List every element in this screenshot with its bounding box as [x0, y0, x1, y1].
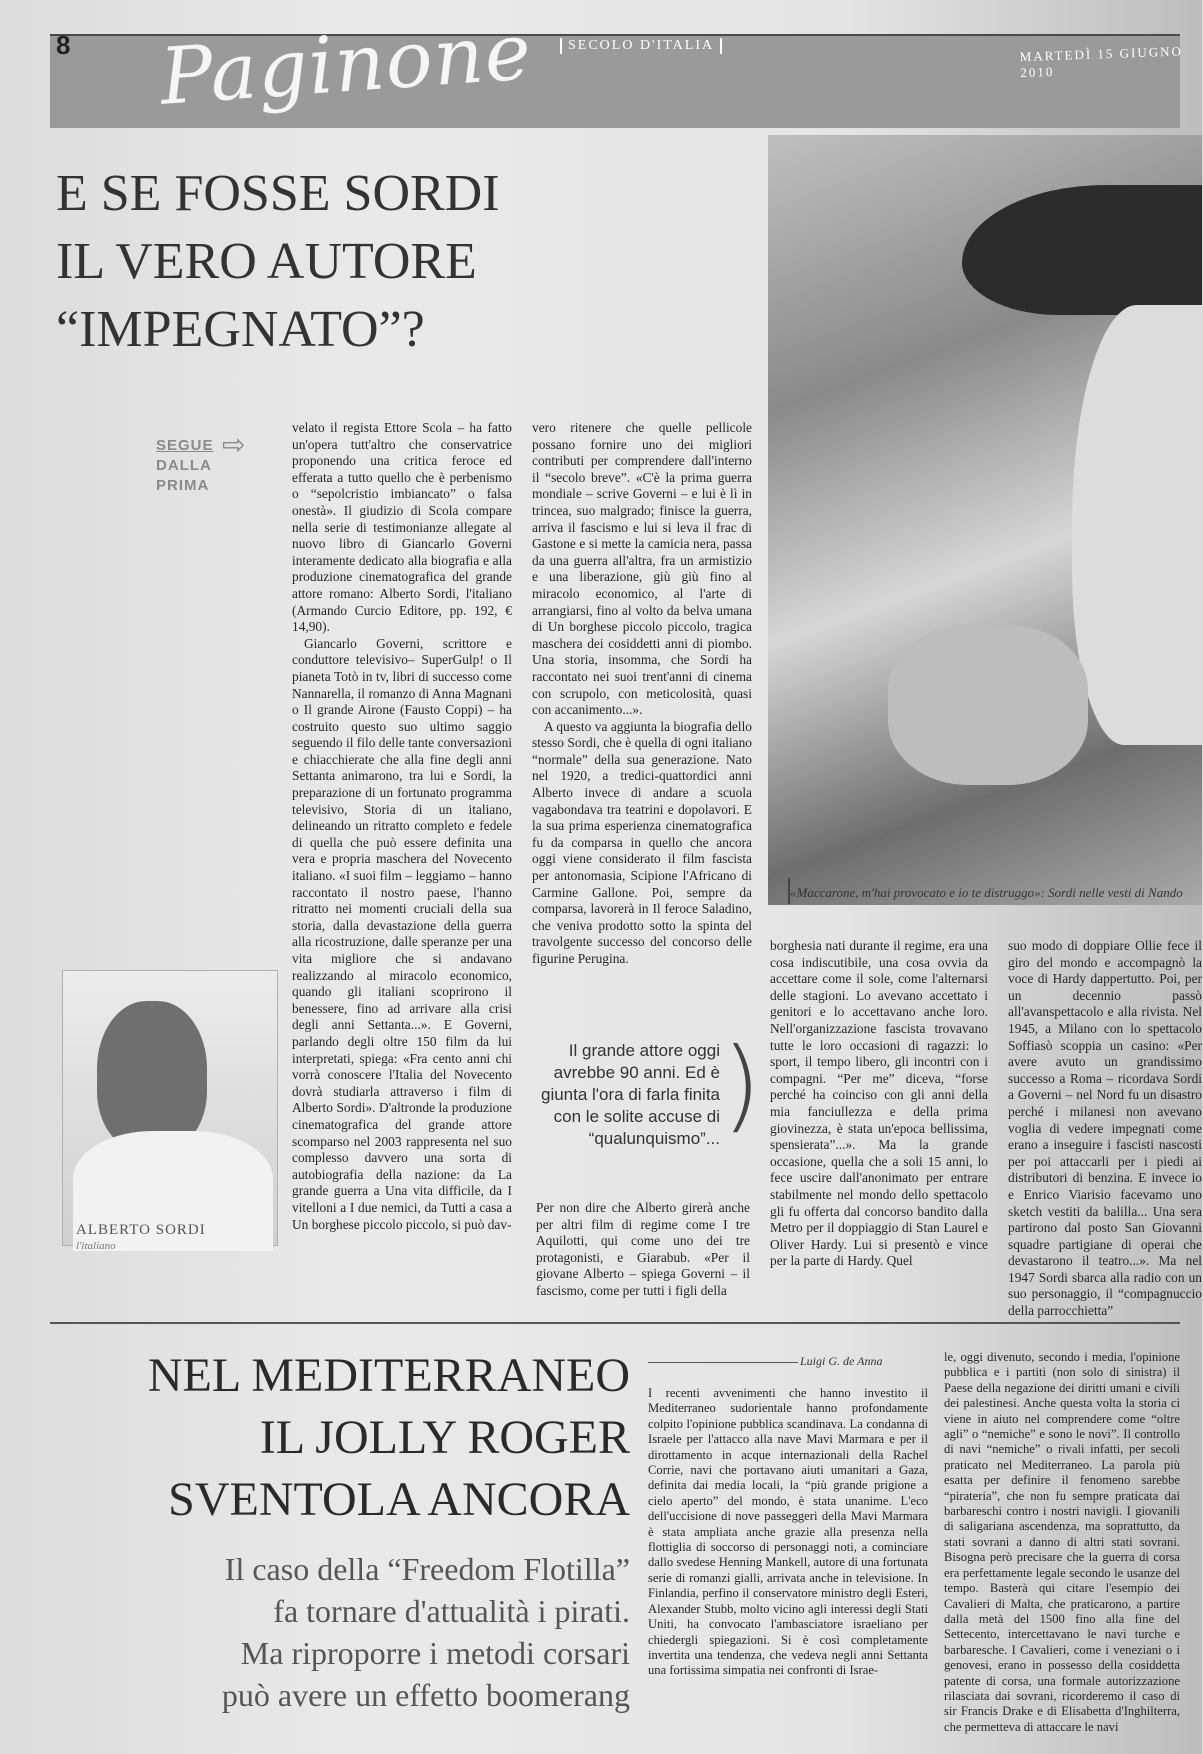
article-column-3 [770, 938, 988, 1298]
paragraph: Per non dire che Alberto girerà anche per altri film di regime come I tre Aquilotti, qui come uno dei tre protagonisti, e Giarabub. «Per il giovane Alberto – spiega Governi – il fascismo, come per tutti i figli della [536, 1200, 750, 1298]
portrait-photo [62, 970, 278, 1246]
article-2-column-1 [648, 1386, 928, 1746]
article-2-subheadline [60, 1548, 630, 1716]
subhead-line: può avere un effetto boomerang [221, 1677, 630, 1713]
headline-line: “IMPEGNATO”? [56, 301, 425, 358]
paragraph: velato il regista Ettore Scola – ha fatto un'opera tutt'altro che conservatrice proponendo una critica feroce ed efferata a tutto quello che è perbenismo o “sepolcristio imbiancato” o falsa onestà». Il giudizio di Scola compare nella serie di testimonianze allegate al nuovo libro di Giancarlo Governi interamente dedicato alla biografia e alla produzione cinematografica del grande attore romano: Alberto Sordi, l'italiano (Armando Curcio Editore, pp. 192, € 14,90). [292, 420, 512, 635]
headline-line: E SE FOSSE SORDI [56, 165, 500, 222]
continued-word: PRIMA [156, 477, 210, 494]
paragraph: borghesia nati durante il regime, era una cosa indiscutibile, una cosa ovvia da accettare come il sole, come l'alternarsi delle stagioni. Lo avevano accettato i genitori e lo accettavano anche loro. Nell'organizzazione fascista trovavano tutte le loro occasioni di ragazzi: lo sport, il tempo libero, gli incontri con i compagni. “Per me” diceva, “forse perché ha coinciso con gli anni della mia fanciullezza e della prima giovinezza, è stata un'epoca bellissima, spensierata”...». Ma la grande occasione, quella che a soli 15 anni, lo fece uscire dall'anonimato per entrare stabilmente nel mondo dello spettacolo gli fu offerta dal concorso bandito dalla Metro per il doppiaggio di Stan Laurel e Oliver Hardy. Lui si presentò e vince per la parte di Hardy. Quel [770, 938, 988, 1269]
paragraph: I recenti avvenimenti che hanno investito il Mediterraneo sudorientale hanno profondamente colpito l'opinione pubblica scandinava. La condanna di Israele per l'attacco alla nave Mavi Marmara e per il dirottamento in acque internazionali della Rachel Corrie, navi che portavano aiuti umanitari a Gaza, definita dai media locali, la “più grande prigione a cielo aperto” del mondo, è stata unanime. L'eco dell'uccisione di nove passeggeri della Mavi Marmara è stata ampliata anche grazie alla presenza nella flottiglia di soccorso di personaggi noti, a cominciare dallo svedese Henning Mankell, autore di una fortunata serie di romanzi gialli, arrivata anche in televisione. In Finlandia, perfino il conservatore ministro degli Esteri, Alexander Stubb, molto vicino agli interessi degli Stati Uniti, ha convocato l'ambasciatore israeliano per chiedergli spiegazioni. Si è così completamente invertita una tendenza, che vedeva negli anni Settanta una fortissima simpatia nei confronti di Israe- [648, 1386, 928, 1678]
article-column-2 [532, 420, 752, 992]
portrait-head-shape [97, 1001, 207, 1151]
article-column-1 [292, 420, 512, 1300]
paragraph: Giancarlo Governi, scrittore e conduttore televisivo– SuperGulp! o Il pianeta Totò in tv, libri di successo come Nannarella, il romanzo di Anna Magnani o Il grande Airone (Fausto Coppi) – ha costruito questo suo ultimo saggio seguendo il filo delle tante conversazioni e chiacchierate che alla fine degli anni Settanta animarono, tra lui e Sordi, la preparazione di un fortunato programma televisivo, Storia di un italiano, delineando un ritratto completo e fedele di quella che può essere definita una vera e propria maschera del Novecento italiano. «I suoi film – leggiamo – hanno raccontato il nostro paese, l'hanno ritratto nei momenti cruciali della sua storia, dalla devastazione della guerra alla ricostruzione, dalle speranze per una vita migliore che si andavano realizzando al miracolo economico, quando gli italiani scoprirono il benessere, fino ad arrivare alla crisi degli anni Settanta...». E Governi, parlando degli oltre 150 film da lui interpretati, spiega: «Fra cento anni chi vorrà conoscere l'Italia del Novecento dovrà studiarla attraverso i film di Alberto Sordi». D'altronde la produzione cinematografica del grande attore scomparso nel 2003 rappresenta nel suo complesso davvero una sorta di autobiografia della nazione: da La grande guerra a Una vita difficile, da I vitelloni a I due nemici, da Tutti a casa a Un borghese piccolo piccolo, si può dav- [292, 635, 512, 1232]
article-headline [56, 160, 756, 364]
portrait-label: ALBERTO SORDI [76, 1222, 206, 1238]
photo-hat-shape [962, 185, 1202, 315]
running-head: SECOLO D'ITALIA [560, 38, 722, 54]
article-2-headline [60, 1345, 630, 1531]
photo-caption: «Maccarone, m'hai provocato e io te distruggo»: Sordi nelle vesti di Nando [790, 885, 1183, 900]
section-divider [50, 1322, 1180, 1324]
article-column-2-continued [536, 1200, 750, 1300]
paragraph: A questo va aggiunta la biografia dello stesso Sordi, che è quella di ogni italiano “normale” della sua generazione. Nato nel 1920, a tredici-quattordici anni Alberto invece di andare a scuola vagabondava tra teatrini e dopolavori. E la sua prima esperienza cinematografica fu da comparsa in quello che ancora oggi viene considerato il film fascista per antonomasia, Scipione l'Africano di Carmine Gallone. Poi, sempre da comparsa, lavorerà in Il feroce Saladino, che veniva prodotto sotto la spinta del travolgente successo del concorso delle figurine Perugina. [532, 718, 752, 966]
article-column-4 [1008, 938, 1202, 1319]
byline: Luigi G. de Anna [800, 1354, 883, 1368]
article-2-column-2 [944, 1350, 1180, 1746]
subhead-line: Il caso della “Freedom Flotilla” [224, 1551, 630, 1587]
section-title: Paginone [157, 7, 535, 123]
page-number: 8 [56, 30, 71, 60]
paragraph: le, oggi divenuto, secondo i media, l'opinione pubblica e i partiti (non solo di sinistra) il Paese della negazione dei diritti umani e civili dei palestinesi. Anche questa volta la storia ci viene in aiuto nel comprendere come “oltre agli” o “nemiche” e sono le novi”. Il controllo di navi “nemiche” o rivali infatti, per secoli praticato nel Mediterraneo. La parola più esatta per definire il fenomeno sarebbe “pirateria”, che non fu sempre praticata dai barbareschi contro i nostri navigli. I giovanili di saligariana ascendenza, ma soprattutto, da stati sovrani a danno di altri stati sovrani. Bisogna però precisare che la guerra di corsa era perfettamente legale secondo le usanze del tempo. Basterà qui citare l'esempio dei Cavalieri di Malta, che praticarono, a partire dalla metà del 1500 fino alla fine del Settecento, intercettavano le navi turche e barbaresche. I Cavalieri, come i veneziani o i genovesi, erano in possesso della cosiddetta patente di corsa, una formale autorizzazione rilasciata dai sovrani, ricorderemo il caso di sir Francis Drake e di Elisabetta d'Inghilterra, che permetteva di attaccare le navi [944, 1350, 1180, 1734]
subhead-line: Ma riproporre i metodi corsari [240, 1635, 630, 1671]
arrow-right-icon: ⇨ [222, 428, 246, 461]
paragraph: suo modo di doppiare Ollie fece il giro del mondo e accompagnò la voce di Hardy dappertutto. Poi, per un decennio passò all'avanspettacolo e alla rivista. Nel 1945, a Milano con lo spettacolo Soffiasò scoppia un casino: «Per avere avuto un grandissimo successo a Roma – ricordava Sordi a Governi – nel Nord fu un disastro perché i milanesi non avevano voglia di vedere impegnati come erano a inseguire i fascisti nascosti per poi attaccarli per i piedi ai distributori di benzina. E invece io e Enrico Viarisio facevamo uno sketch vestiti da balilla... Una sera partirono dal posto San Giovanni squadre partigiane di operai che devastarono il teatro...». Ma nel 1947 Sordi sbarca alla radio con un suo personaggio, il “compagnuccio della parrocchietta” [1008, 938, 1202, 1319]
subhead-line: fa tornare d'attualità i pirati. [273, 1593, 630, 1629]
pull-quote: Il grande attore oggi avrebbe 90 anni. Ed è giunta l'ora di farla finita con le solite accuse di “qualunquismo”... [540, 1041, 720, 1148]
continued-word: DALLA [156, 457, 212, 474]
headline-line: SVENTOLA ANCORA [168, 1473, 630, 1526]
pull-quote-bracket: ) [722, 1026, 762, 1143]
issue-date: MARTEDÌ 15 GIUGNO 2010 [1019, 43, 1184, 81]
paragraph: vero ritenere che quelle pellicole possano fornire uno dei migliori contributi per comprendere dall'interno il “secolo breve”. «C'è la prima guerra mondiale – scrive Governi – e lui è lì in trincea, suo malgrado; finisce la guerra, arriva il fascismo e lui si leva il frac di Gastone e si mette la camicia nera, passa da una guerra all'altra, fra un armistizio e una liberazione, giù giù fino al miracolo economico, al l'arte di arrangiarsi, fino al volto da belva umana di Un borghese piccolo piccolo, tragica maschera dei cosiddetti anni di piombo. Una storia, insomma, che Sordi ha raccontato nei suoi trent'anni di cinema con scrupolo, con meticolosità, quasi con accanimento...». [532, 420, 752, 718]
headline-line: IL VERO AUTORE [56, 233, 477, 290]
byline-rule [648, 1362, 798, 1363]
photo-hand-shape [888, 625, 1088, 785]
feature-photo [768, 135, 1202, 905]
headline-line: IL JOLLY ROGER [259, 1411, 630, 1464]
portrait-sublabel: l'italiano [76, 1240, 116, 1252]
continued-marker [156, 436, 214, 496]
headline-line: NEL MEDITERRANEO [147, 1349, 630, 1402]
continued-word: SEGUE [156, 437, 214, 454]
photo-face-shape [1072, 305, 1202, 745]
